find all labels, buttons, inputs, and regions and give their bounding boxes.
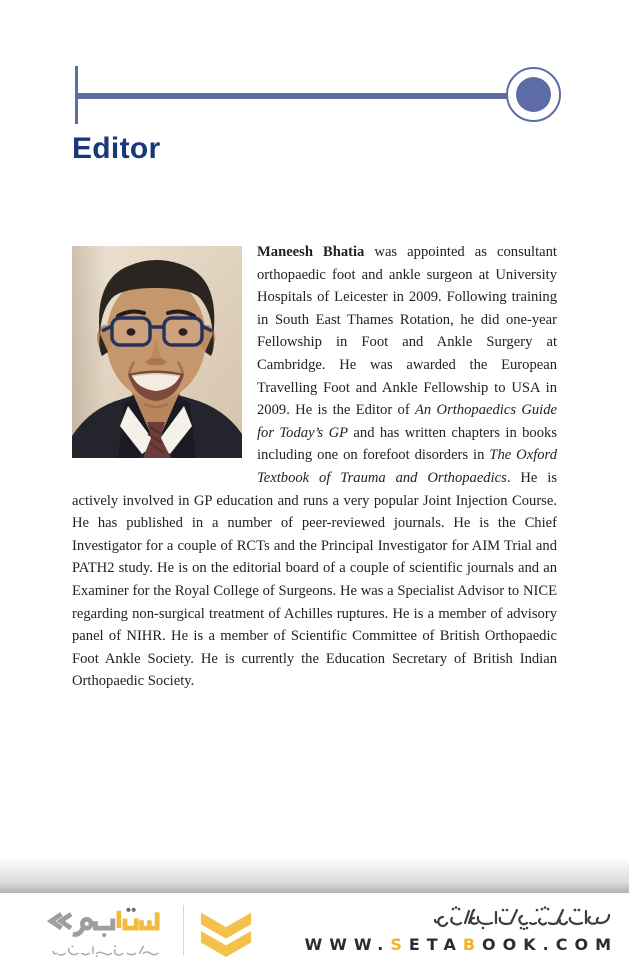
logo-wordmark-stack xyxy=(42,902,168,958)
bio-text-2: and has written chapters in books including one on forefoot disorders in xyxy=(257,424,557,464)
bio-section xyxy=(72,241,557,693)
url-b: B xyxy=(462,934,483,954)
page-title: Editor xyxy=(72,132,161,165)
editor-photo-illustration xyxy=(72,246,242,458)
book-title-2: The Oxford Textbook of Trauma and Orthopaedics xyxy=(257,447,557,486)
website-url xyxy=(305,935,618,954)
footer xyxy=(0,893,629,966)
bio-text-3: . He is actively involved in GP education and runs a very popular Joint Injection Course. He has published in a number of peer-reviewed journals. He is the Chief Investigator for a couple of RCTs and the Principal Investigator for AIM Trial and PATH2 study. He is on the editorial board of a couple of scientific journals and an Examiner for the Royal College of Surgeons. He was a Specialist Advisor to NICE regarding non-surgical treatment of Achilles ruptures. He is a member of advisory panel of NIHR. He is a member of Scientific Committee of British Orthopaedic Foot Ankle Society. He is currently the Education Secretary of British Indian Orthopaedic Society. xyxy=(72,469,558,690)
double-chevron-emblem-icon xyxy=(199,899,253,961)
chapter-rule xyxy=(0,0,629,130)
logo-wordmark xyxy=(42,902,168,942)
editor-name: Maneesh Bhatia xyxy=(257,244,365,260)
page-bottom-shadow xyxy=(0,857,629,893)
editor-photo xyxy=(72,246,242,458)
logo-tagline xyxy=(49,945,161,958)
url-ook-com: OOK.COM xyxy=(482,934,618,954)
url-eta: ETA xyxy=(408,934,463,954)
footer-store-info xyxy=(304,906,618,954)
setabook-logo xyxy=(42,899,253,961)
chapter-rule-bar xyxy=(75,93,508,99)
book-title-1: An Orthopaedics Guide for Today’s GP xyxy=(257,402,557,441)
store-name-persian xyxy=(433,906,611,930)
chapter-rule-dot xyxy=(516,77,551,112)
url-www: WWW. xyxy=(304,934,391,954)
logo-divider xyxy=(183,905,184,955)
bio-text-1: was appointed as consultant orthopaedic foot and ankle surgeon at University Hospitals of Leicester in 2009. Following training in South East Thames Rotation, he did one-year Fellowship in Foot and Ankle Surgery at Cambridge. He was awarded the European Travelling Foot and Ankle Fellowship to USA in 2009. He is the Editor of xyxy=(257,244,557,419)
url-s: S xyxy=(390,934,409,954)
chapter-rule-ring xyxy=(506,67,561,122)
